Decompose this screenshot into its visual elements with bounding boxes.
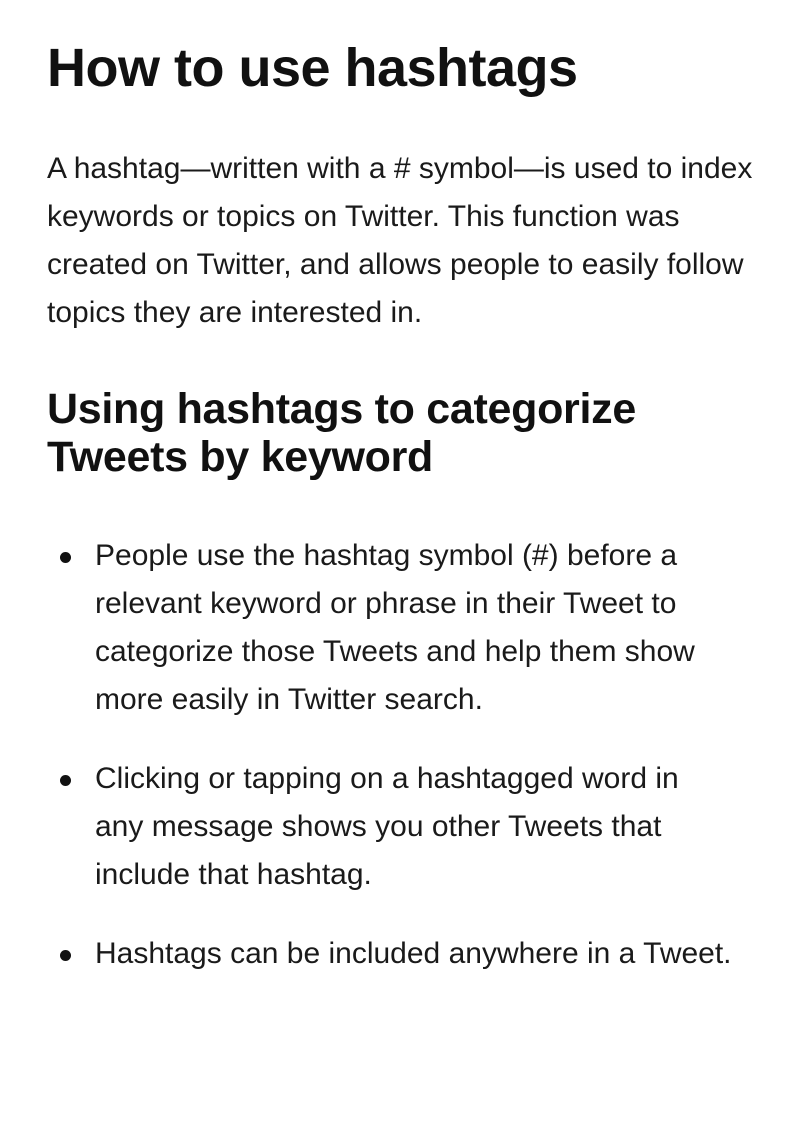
bullet-text: Clicking or tapping on a hashtagged word in any message shows you other Tweets that include that hashtag. bbox=[95, 762, 679, 891]
list-item bbox=[47, 532, 735, 724]
bullet-text: Hashtags can be included anywhere in a Tweet. bbox=[95, 937, 732, 970]
list-item bbox=[47, 930, 735, 978]
bullet-list bbox=[47, 532, 776, 978]
list-item bbox=[47, 755, 735, 899]
intro-paragraph: A hashtag—written with a # symbol—is used to index keywords or topics on Twitter. This function was created on Twitter, and allows people to easily follow topics they are interested in. bbox=[47, 152, 753, 329]
page-title: How to use hashtags bbox=[47, 38, 578, 98]
bullet-dot-icon bbox=[60, 950, 71, 961]
bullet-dot-icon bbox=[60, 775, 71, 786]
bullet-text: People use the hashtag symbol (#) before a relevant keyword or phrase in their Tweet to categorize those Tweets and help them show more easily in Twitter search. bbox=[95, 539, 695, 716]
section-title: Using hashtags to categorize Tweets by keyword bbox=[47, 385, 636, 481]
bullet-dot-icon bbox=[60, 552, 71, 563]
